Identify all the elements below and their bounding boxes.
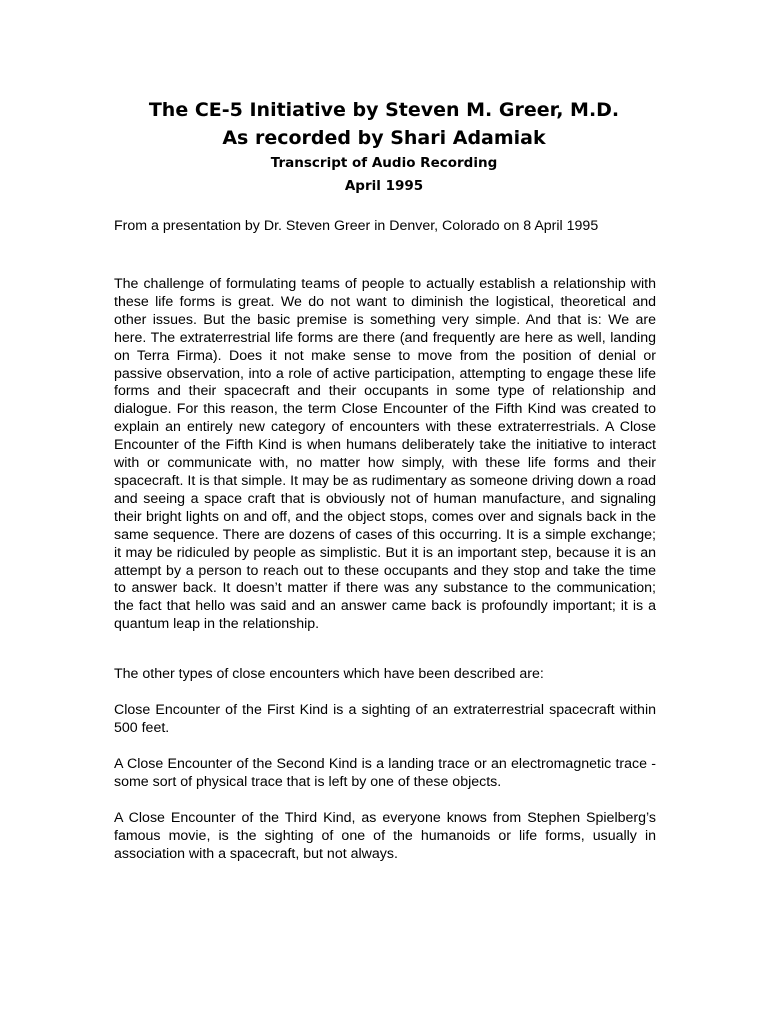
paragraph-fifth-kind: The challenge of formulating teams of people to actually establish a relationship with these life forms is great. We do not want to diminish the logistical, theoretical and other issues. But the basic premise is something very simple. And that is: We are here. The extraterrestrial life forms are there (and frequently are here as well, landing on Terra Firma). Does it not make sense to move from the position of denial or passive observation, into a role of active participation, attempting to engage these life forms and their spacecraft and their occupants in some type of relationship and dialogue. For this reason, the term Close Encounter of the Fifth Kind was created to explain an entirely new category of encounters with these extraterrestrials. A Close Encounter of the Fifth Kind is when humans deliberately take the initiative to interact with or communicate with, no matter how simply, with these life forms and their spacecraft. It is that simple. It may be as rudimentary as someone driving down a road and seeing a space craft that is obviously not of human manufacture, and signaling their bright lights on and off, and the object stops, comes over and signals back in the same sequence. There are dozens of cases of this occurring. It is a simple exchange; it may be ridiculed by people as simplistic. But it is an important step, because it is an attempt by a person to reach out to these occupants and they stop and take the time to answer back. It doesn’t matter if there was any substance to the communication; the fact that hello was said and an answer came back is profoundly important; it is a quantum leap in the relationship. (114, 276, 656, 633)
paragraph-third-kind: A Close Encounter of the Third Kind, as everyone knows from Stephen Spielberg’s famous movie, is the sighting of one of the humanoids or life forms, usually in association with a spacecraft, but not always. (114, 810, 656, 862)
paragraph-first-kind: Close Encounter of the First Kind is a sighting of an extraterrestrial spacecraft within 500 feet. (114, 702, 656, 736)
paragraph-second-kind: A Close Encounter of the Second Kind is a landing trace or an electromagnetic trace - some sort of physical trace that is left by one of these objects. (114, 756, 656, 790)
document-byline: As recorded by Shari Adamiak (222, 127, 546, 149)
document-title: The CE-5 Initiative by Steven M. Greer, M.D. (148, 99, 620, 121)
paragraph-other-types: The other types of close encounters which have been described are: (114, 666, 544, 682)
document-date: April 1995 (344, 178, 424, 194)
document-subtitle: Transcript of Audio Recording (270, 155, 498, 171)
title-block (0, 96, 768, 198)
intro-line: From a presentation by Dr. Steven Greer in Denver, Colorado on 8 April 1995 (114, 218, 599, 234)
